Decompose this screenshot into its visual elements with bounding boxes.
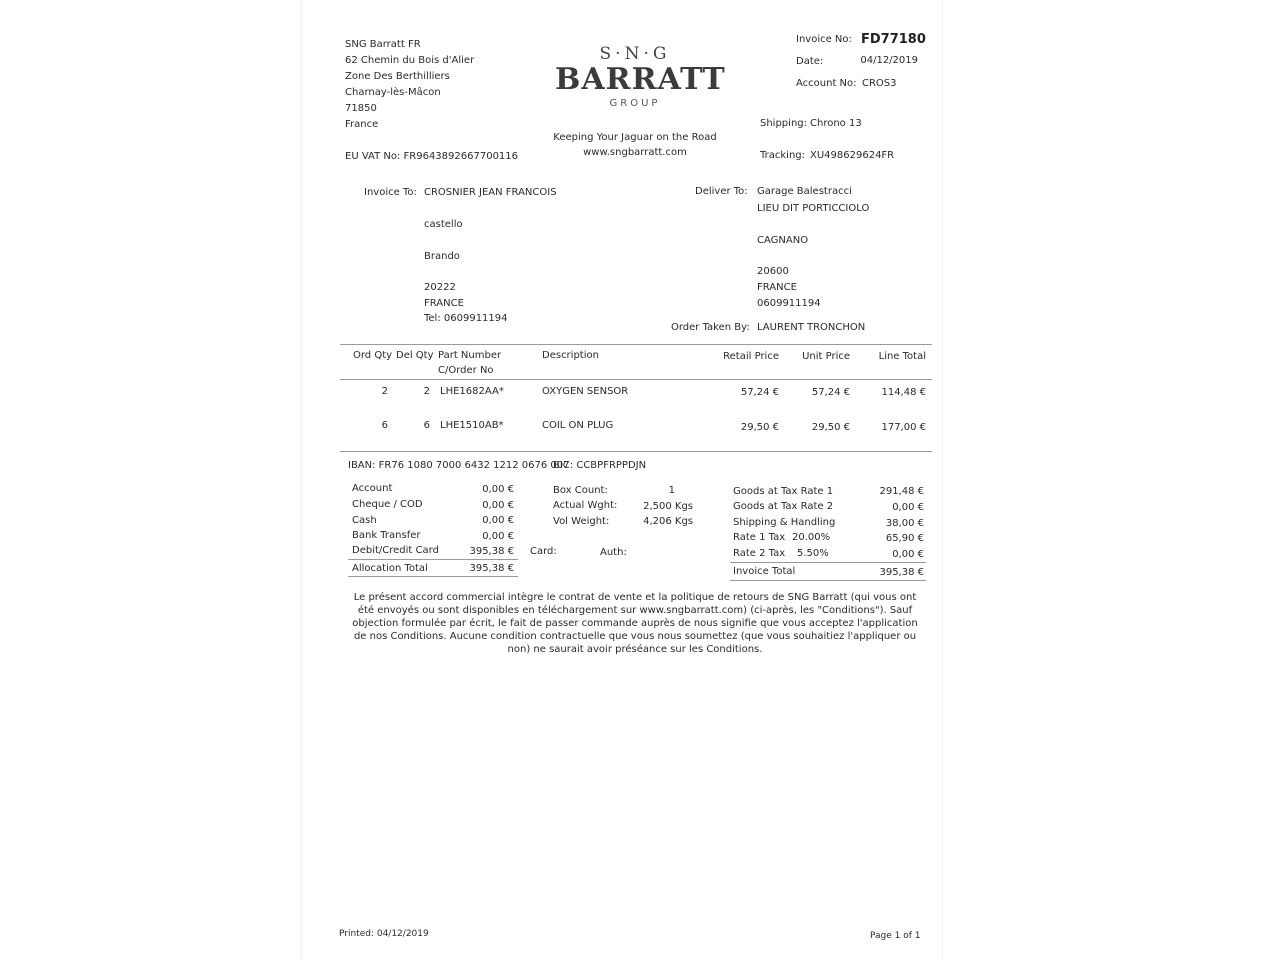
total-label: Goods at Tax Rate 2	[733, 501, 834, 512]
col-corder-no: C/Order No	[438, 365, 494, 376]
page-number: Page 1 of 1	[870, 931, 921, 941]
logo-barratt: BARRATT	[555, 62, 726, 97]
total-value: 0,00 €	[892, 502, 924, 513]
total-label: Shipping & Handling	[733, 517, 836, 528]
row-retail-price: 29,50 €	[740, 422, 779, 433]
deliver-to-phone: 0609911194	[757, 298, 821, 309]
col-del-qty: Del Qty	[396, 350, 434, 361]
box-count-label: Box Count:	[553, 485, 608, 496]
payment-value: 0,00 €	[482, 531, 514, 542]
col-line-total: Line Total	[878, 351, 926, 362]
deliver-to-postcode: 20600	[757, 266, 789, 277]
row-retail-price: 57,24 €	[740, 387, 779, 398]
invoice-no-label: Invoice No:	[796, 34, 852, 45]
row-ord-qty: 6	[381, 420, 388, 431]
row-description: COIL ON PLUG	[542, 420, 614, 431]
iban: IBAN: FR76 1080 7000 6432 1212 0676 007	[348, 460, 570, 471]
invoice-page	[302, 0, 942, 960]
total-label: Rate 1 Tax	[733, 532, 786, 543]
row-description: OXYGEN SENSOR	[542, 386, 629, 397]
deliver-to-country: FRANCE	[757, 282, 797, 293]
order-taken-label: Order Taken By:	[671, 322, 750, 333]
company-address-line: Charnay-lès-Mâcon	[345, 87, 441, 98]
payment-value: 0,00 €	[482, 484, 514, 495]
printed-date: Printed: 04/12/2019	[339, 929, 429, 939]
row-line-total: 177,00 €	[881, 422, 926, 433]
tagline: Keeping Your Jaguar on the Road	[553, 132, 717, 143]
invoice-total-rule	[730, 562, 926, 563]
deliver-to-line: LIEU DIT PORTICCIOLO	[757, 203, 870, 214]
payment-label: Cash	[352, 515, 377, 526]
total-value: 38,00 €	[885, 518, 924, 529]
date-label: Date:	[796, 56, 824, 67]
total-value: 291,48 €	[879, 486, 924, 497]
invoice-no: FD77180	[861, 32, 926, 47]
website: www.sngbarratt.com	[583, 147, 687, 158]
company-address-line: 71850	[345, 103, 377, 114]
vol-weight-label: Vol Weight:	[553, 516, 610, 527]
deliver-to-name: Garage Balestracci	[757, 186, 852, 197]
row-del-qty: 6	[423, 420, 430, 431]
invoice-to-line: Brando	[424, 251, 460, 262]
company-vat: EU VAT No: FR9643892667700116	[345, 151, 519, 162]
payment-value: 395,38 €	[469, 546, 514, 557]
total-value: 65,90 €	[885, 533, 924, 544]
invoice-to-line: castello	[424, 219, 463, 230]
row-ord-qty: 2	[381, 386, 388, 397]
shipping-method: Chrono 13	[810, 118, 862, 129]
row-part-number: LHE1510AB*	[440, 420, 504, 431]
payment-label: Account	[352, 483, 393, 494]
tracking-number: XU498629624FR	[810, 150, 895, 161]
actual-weight: 2,500 Kgs	[643, 501, 693, 512]
invoice-to-tel: Tel: 0609911194	[424, 313, 508, 324]
payment-label: Bank Transfer	[352, 530, 421, 541]
invoice-to-label: Invoice To:	[364, 187, 417, 198]
row-unit-price: 57,24 €	[811, 387, 850, 398]
col-part-number: Part Number	[438, 350, 502, 361]
total-label: Goods at Tax Rate 1	[733, 486, 834, 497]
company-address-line: France	[345, 119, 379, 130]
company-address-line: 62 Chemin du Bois d'Alier	[345, 55, 475, 66]
col-unit-price: Unit Price	[802, 351, 850, 362]
total-label: Rate 2 Tax	[733, 548, 786, 559]
allocation-bottom-rule	[348, 576, 518, 577]
payment-label: Debit/Credit Card	[352, 545, 439, 556]
logo-sng: S·N·G	[599, 44, 671, 64]
table-header-rule	[340, 379, 932, 380]
payment-value: 0,00 €	[482, 515, 514, 526]
order-taken-by: LAURENT TRONCHON	[757, 322, 866, 333]
company-address-line: Zone Des Berthilliers	[345, 71, 450, 82]
logo-group: GROUP	[609, 98, 661, 109]
account-no: CROS3	[862, 78, 897, 89]
invoice-to-postcode: 20222	[424, 282, 456, 293]
row-line-total: 114,48 €	[881, 387, 926, 398]
invoice-total-label: Invoice Total	[733, 566, 796, 577]
invoice-date: 04/12/2019	[860, 55, 918, 66]
invoice-to-country: FRANCE	[424, 298, 464, 309]
total-value: 0,00 €	[892, 549, 924, 560]
vol-weight: 4,206 Kgs	[643, 516, 693, 527]
table-bottom-rule	[340, 451, 932, 452]
payment-value: 0,00 €	[482, 500, 514, 511]
payment-label: Cheque / COD	[352, 499, 423, 510]
tax-rate: 5.50%	[797, 548, 829, 559]
auth-label: Auth:	[600, 547, 627, 558]
shipping-label: Shipping:	[760, 118, 807, 129]
col-description: Description	[542, 350, 599, 361]
col-retail-price: Retail Price	[723, 351, 779, 362]
bic: BIC: CCBPFRPPDJN	[553, 460, 647, 471]
deliver-to-line: CAGNANO	[757, 235, 809, 246]
invoice-total: 395,38 €	[879, 567, 924, 578]
allocation-total-label: Allocation Total	[352, 563, 428, 574]
actual-weight-label: Actual Wght:	[553, 500, 618, 511]
account-label: Account No:	[796, 78, 857, 89]
box-count: 1	[668, 485, 675, 496]
col-ord-qty: Ord Qty	[353, 350, 393, 361]
allocation-total: 395,38 €	[469, 563, 514, 574]
table-top-rule	[340, 344, 932, 345]
tax-rate: 20.00%	[792, 532, 831, 543]
terms-paragraph: Le présent accord commercial intègre le contrat de vente et la politique de retours de SNG Barratt (qui vous ont été envoyés ou sont disponibles en téléchargement sur www.sngbarratt.com) (ci-après, les "Conditions"). Sauf objection formulée par écrit, le fait de passer commande auprès de nous signifie que vous acceptez l'application de nos Conditions. Aucune condition contractuelle que vous nous soumettez (que vous souhaitiez l'appliquer ou non) ne saurait avoir préséance sur les Conditions.	[352, 592, 918, 655]
tracking-label: Tracking:	[760, 150, 805, 161]
invoice-to-name: CROSNIER JEAN FRANCOIS	[424, 187, 557, 198]
invoice-total-bottom-rule	[730, 580, 926, 581]
card-label: Card:	[530, 546, 557, 557]
row-del-qty: 2	[423, 386, 430, 397]
company-name: SNG Barratt FR	[345, 39, 421, 50]
row-part-number: LHE1682AA*	[440, 386, 504, 397]
deliver-to-label: Deliver To:	[695, 186, 748, 197]
row-unit-price: 29,50 €	[811, 422, 850, 433]
allocation-rule	[348, 559, 518, 560]
